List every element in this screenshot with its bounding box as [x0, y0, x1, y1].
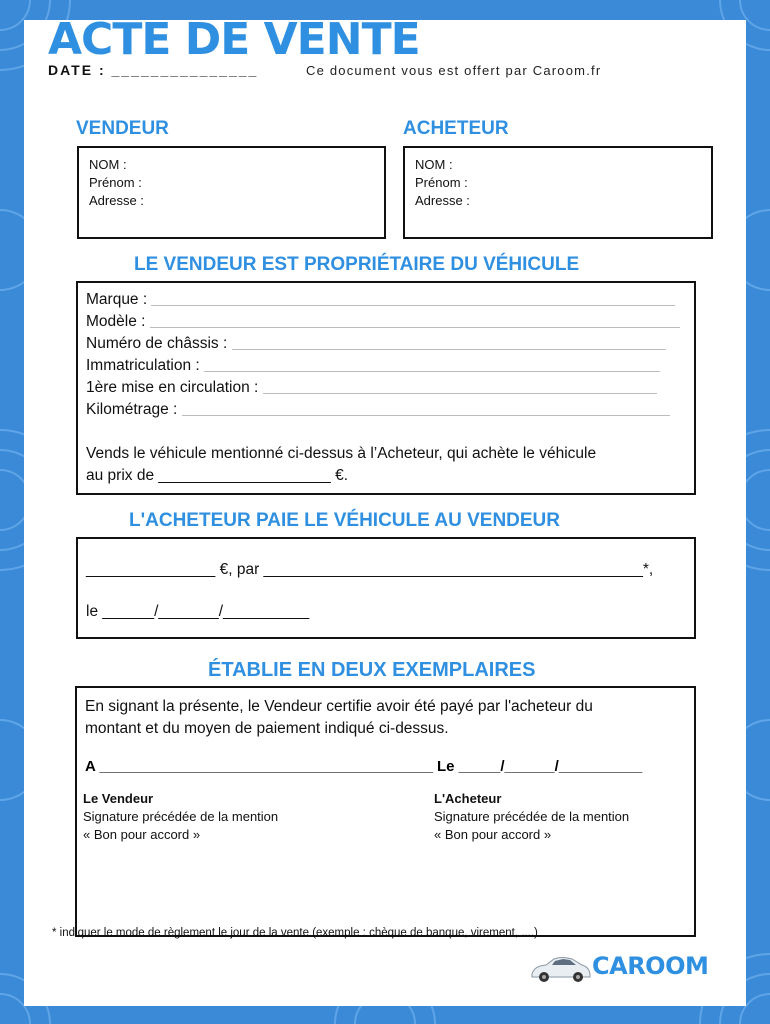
- vehicle-chassis-line: [232, 349, 666, 350]
- vehicle-registration-row: [86, 355, 686, 377]
- vehicle-brand-row: [86, 289, 686, 311]
- vehicle-heading: LE VENDEUR EST PROPRIÉTAIRE DU VÉHICULE: [134, 254, 580, 275]
- payment-amount-line: _______________ €, par ____________________________________________*,: [86, 561, 654, 578]
- seller-signature-label: Le Vendeur: [83, 791, 154, 806]
- vehicle-first-registration-label: 1ère mise en circulation :: [86, 379, 259, 396]
- signature-box: [75, 686, 696, 937]
- buyer-signature-mention-2: « Bon pour accord »: [434, 827, 552, 842]
- vehicle-model-line: [150, 327, 680, 328]
- vehicle-first-registration-row: [86, 377, 686, 399]
- seller-signature-block: [83, 790, 278, 844]
- signature-date-field: Le _____/______/__________: [437, 758, 643, 775]
- vehicle-model-row: [86, 311, 686, 333]
- payment-box: [76, 537, 696, 639]
- document-title: ACTE DE VENTE: [48, 14, 420, 65]
- seller-heading: VENDEUR: [76, 118, 169, 139]
- sale-price-line: au prix de ____________________ €.: [86, 467, 349, 484]
- sale-text-line-1: Vends le véhicule mentionné ci-dessus à l’Acheteur, qui achète le véhicule: [86, 445, 597, 462]
- vehicle-model-label: Modèle :: [86, 313, 146, 330]
- caroom-logo: [528, 952, 718, 986]
- buyer-name-field: NOM :: [415, 157, 453, 172]
- vehicle-chassis-label: Numéro de châssis :: [86, 335, 228, 352]
- vehicle-mileage-line: [182, 415, 670, 416]
- vehicle-mileage-label: Kilométrage :: [86, 401, 178, 418]
- buyer-heading: ACHETEUR: [403, 118, 509, 139]
- vehicle-brand-label: Marque :: [86, 291, 148, 308]
- buyer-signature-block: [434, 790, 629, 844]
- vehicle-brand-line: [151, 305, 675, 306]
- buyer-box: [403, 146, 713, 239]
- place-field: A ________________________________________: [85, 758, 434, 775]
- car-icon: [528, 954, 592, 984]
- vehicle-first-registration-line: [263, 393, 657, 394]
- seller-firstname-field: Prénom :: [89, 175, 142, 190]
- vehicle-box: [76, 281, 696, 495]
- logo-text: CAROOM: [592, 952, 709, 980]
- copies-heading: ÉTABLIE EN DEUX EXEMPLAIRES: [208, 659, 536, 681]
- vehicle-chassis-row: [86, 333, 686, 355]
- seller-signature-mention-2: « Bon pour accord »: [83, 827, 201, 842]
- certification-text-1: En signant la présente, le Vendeur certifie avoir été payé par l'acheteur du: [85, 698, 593, 715]
- buyer-signature-label: L'Acheteur: [434, 791, 502, 806]
- offer-text: Ce document vous est offert par Caroom.fr: [306, 63, 602, 78]
- buyer-firstname-field: Prénom :: [415, 175, 468, 190]
- seller-box: [77, 146, 386, 239]
- vehicle-registration-line: [204, 371, 660, 372]
- buyer-signature-mention-1: Signature précédée de la mention: [434, 809, 630, 824]
- payment-footnote: * indiquer le mode de règlement le jour de la vente (exemple : chèque de banque, virement, ....): [52, 927, 538, 939]
- payment-heading: L'ACHETEUR PAIE LE VÉHICULE AU VENDEUR: [129, 510, 560, 531]
- seller-name-field: NOM :: [89, 157, 127, 172]
- payment-date-line: le ______/_______/__________: [86, 603, 310, 620]
- buyer-address-field: Adresse :: [415, 193, 470, 208]
- seller-signature-mention-1: Signature précédée de la mention: [83, 809, 279, 824]
- certification-text-2: montant et du moyen de paiement indiqué ci-dessus.: [85, 720, 449, 737]
- vehicle-registration-label: Immatriculation :: [86, 357, 200, 374]
- date-field: DATE : _______________: [48, 62, 259, 78]
- seller-address-field: Adresse :: [89, 193, 144, 208]
- vehicle-mileage-row: [86, 399, 686, 421]
